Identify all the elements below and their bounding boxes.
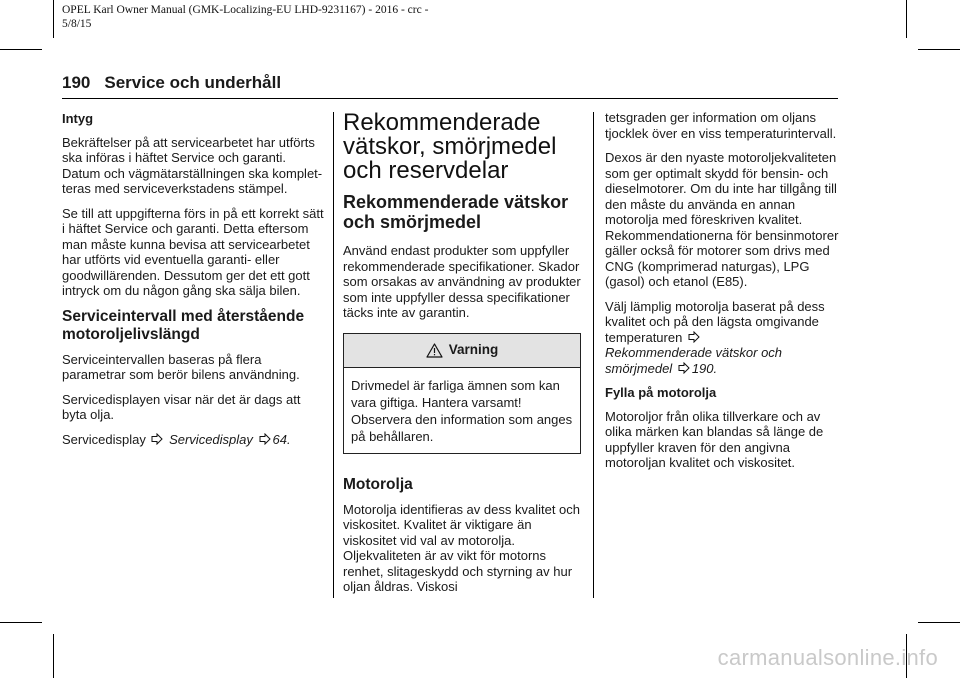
paragraph: Motoroljor från olika tillverkare och av olika märken kan blandas så länge de uppfyller kraven för den angivna motoroljan kvalitet och viskositet.	[605, 408, 824, 470]
crop-mark	[918, 49, 960, 50]
warning-text: Drivmedel är farliga ämnen som kan vara giftiga. Hantera varsamt! Observera den information som anges på behållaren.	[351, 377, 573, 444]
section-title: Service och underhåll	[104, 73, 282, 92]
page-number: 190	[62, 73, 91, 92]
heading-motorolja: Motorolja	[343, 475, 413, 493]
column-1	[62, 111, 324, 456]
document-meta	[62, 3, 582, 31]
meta-line-1: OPEL Karl Owner Manual (GMK-Localizing-EU LHD-9231167) - 2016 - crc -	[62, 4, 429, 16]
column-divider	[593, 112, 594, 598]
paragraph: Dexos är den nyaste motoroljekvaliteten som ger optimalt skydd för bensin- och dieselmotorer. Om du inte har tillgång till den måste du använda en annan motorolja med föreskriven kvalitet. Rekommendationerna för bensinmotorer gäller också för motorer som drivs med CNG (komprimerad naturgas), LPG (gasol) och etanol (E85).	[605, 150, 839, 289]
page-reference-icon	[678, 362, 690, 374]
cross-reference-link[interactable]: Servicedisplay	[169, 431, 253, 447]
column-divider	[333, 112, 334, 598]
crop-mark	[53, 634, 54, 678]
heading-intyg: Intyg	[62, 111, 94, 126]
reference-lead-text: Välj lämplig motorolja baserat på dess kvalitet och på den lägsta omgivande temperaturen	[605, 298, 825, 345]
warning-label: Varning	[448, 342, 499, 358]
section-heading: Rekommenderade vätskor och smörjmedel	[343, 192, 569, 232]
crop-mark	[0, 49, 42, 50]
crop-mark	[918, 622, 960, 623]
page-reference[interactable]: 64.	[272, 431, 291, 447]
paragraph-with-reference	[62, 432, 324, 448]
reference-lead-text: Servicedisplay	[62, 431, 146, 447]
crop-mark	[0, 622, 42, 623]
paragraph: Servicedisplayen visar när det är dags att byta olja.	[62, 391, 301, 422]
watermark: carmanualsonline.info	[717, 645, 938, 670]
crop-mark	[906, 0, 907, 38]
column-3	[605, 110, 843, 480]
paragraph: tetsgraden ger information om oljans tjocklek över en viss temperaturintervall.	[605, 110, 837, 141]
reference-arrow-icon	[151, 433, 163, 445]
paragraph: Använd endast produkter som uppfyller rekommenderade specifikationer. Skador som orsakas av användning av produkter som inte uppfyller dessa specifikationer täcks inte av garantin.	[343, 243, 581, 320]
paragraph: Bekräftelser på att servicearbetet har utförts ska införas i häftet Service och garanti. Datum och vägmätarställningen ska kompletteras med serviceverkstadens stämpel.	[62, 134, 323, 196]
paragraph: Motorolja identifieras av dess kvalitet och viskositet. Kvalitet är viktigare än viskositet vid val av motorolja. Oljekvaliteten är av vikt för motorns renhet, slitageskydd och styrning av hur oljan åldras. Viskosi	[343, 501, 581, 594]
header-divider	[62, 98, 838, 99]
paragraph: Se till att uppgifterna förs in på ett korrekt sätt i häftet Service och garanti. Detta eftersom man måste kunna bevisa att servicearbetet har utförts vid eventuella garanti- eller goodwillärenden. Dessutom ger det ett gott intryck om du någon gång ska sälja bilen.	[62, 205, 324, 298]
warning-box	[343, 333, 581, 454]
meta-line-2: 5/8/15	[62, 18, 92, 30]
column-2	[343, 111, 581, 604]
crop-mark	[53, 0, 54, 38]
heading-fylla-pa-motorolja: Fylla på motorolja	[605, 385, 717, 400]
warning-icon	[426, 343, 443, 358]
heading-serviceintervall: Serviceintervall med återstående motoroljelivslängd	[62, 307, 305, 343]
chapter-title: Rekommenderade vätskor, smörjmedel och reservdelar	[343, 109, 557, 184]
paragraph: Serviceintervallen baseras på flera parametrar som berör bilens användning.	[62, 351, 300, 382]
page-reference-icon	[259, 433, 271, 445]
paragraph-with-reference	[605, 299, 843, 377]
reference-arrow-icon	[688, 331, 700, 343]
warning-header	[344, 334, 580, 368]
cross-reference-link[interactable]: Rekommenderade vätskor och smörjmedel	[605, 345, 783, 376]
page-reference[interactable]: 190.	[691, 360, 718, 376]
page-heading	[62, 73, 281, 93]
